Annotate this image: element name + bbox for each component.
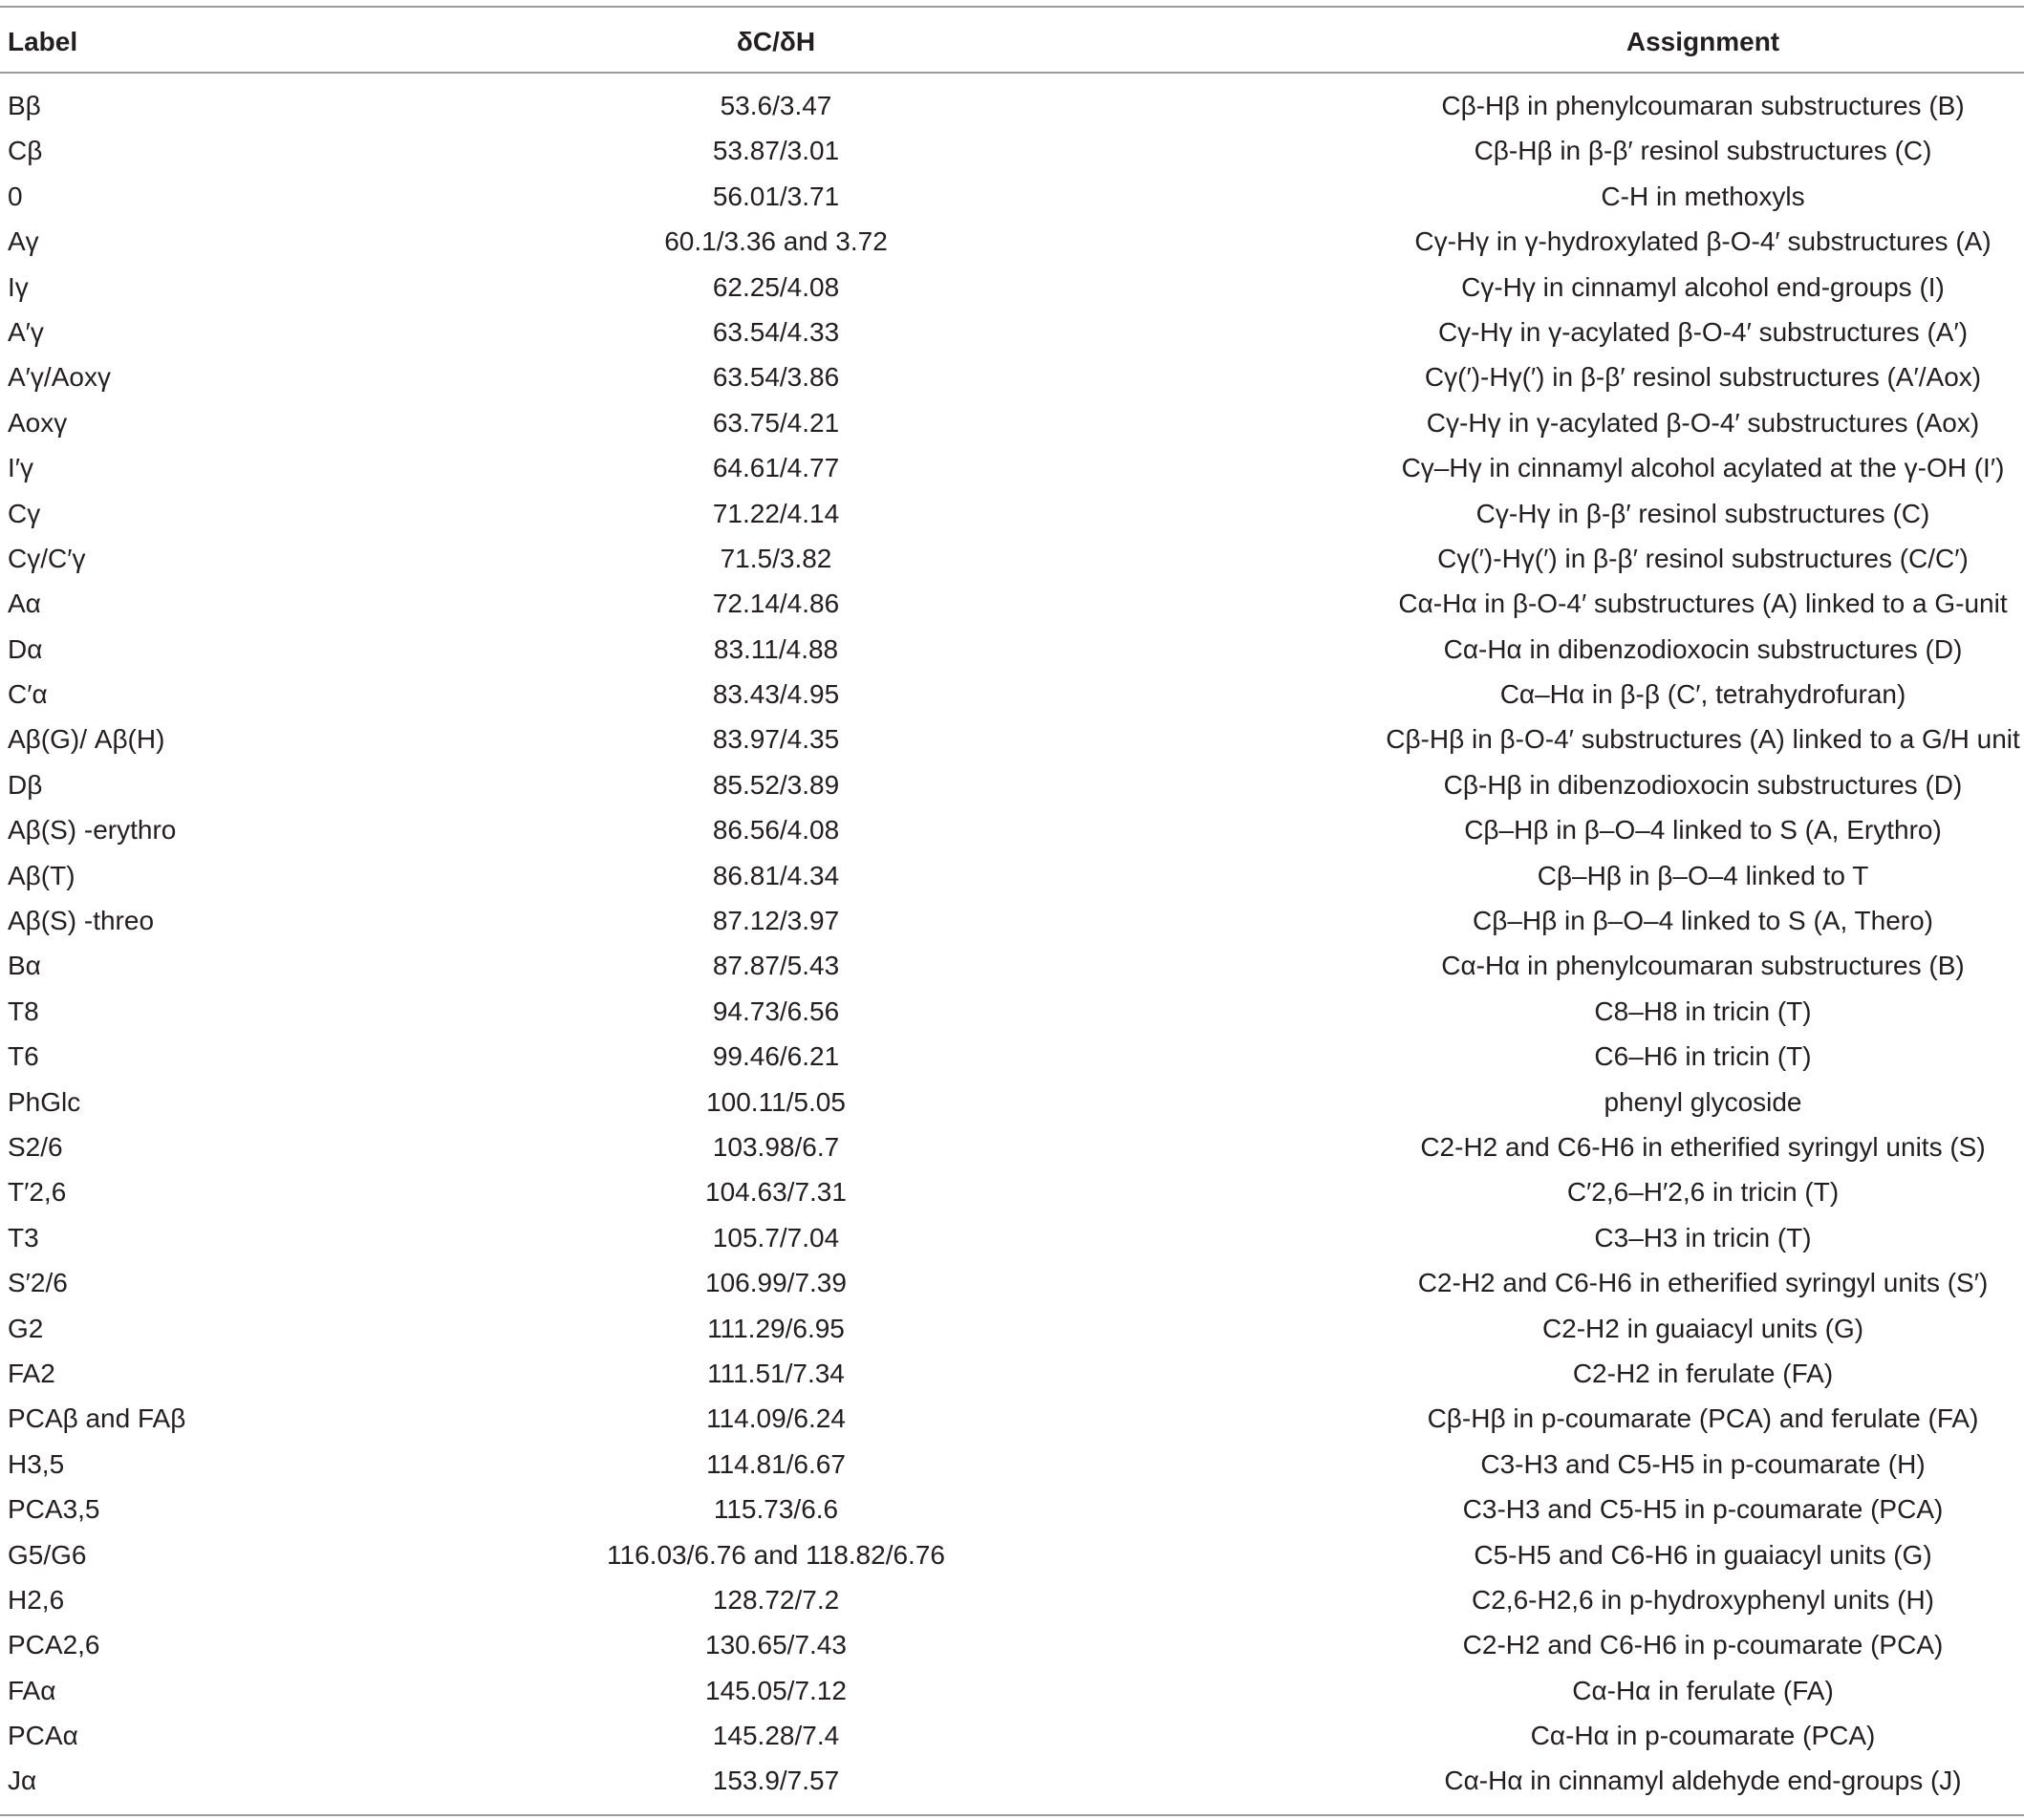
table-row: [0, 1175, 2024, 1220]
table-row: [0, 677, 2024, 722]
cell-label: A′γ: [8, 316, 44, 347]
cell-assignment: Cγ–Hγ in cinnamyl alcohol acylated at the γ-OH (I′): [1401, 453, 2005, 483]
cell-shift: 128.72/7.2: [712, 1584, 840, 1615]
cell-shift: 145.05/7.12: [705, 1675, 847, 1705]
table-row: [0, 1130, 2024, 1175]
cell-shift: 83.11/4.88: [713, 633, 839, 664]
cell-label: T3: [8, 1222, 39, 1253]
cell-label: Jα: [8, 1766, 37, 1796]
cell-assignment: Cα-Hα in cinnamyl aldehyde end-groups (J): [1444, 1766, 1962, 1796]
cell-assignment: Cα-Hα in β-O-4′ substructures (A) linked to a G-unit: [1398, 589, 2008, 619]
cell-label: Cγ/C′γ: [8, 543, 86, 573]
cell-assignment: Cγ(′)-Hγ(′) in β-β′ resinol substructures (C/C′): [1437, 543, 1969, 573]
cell-label: T8: [8, 996, 39, 1026]
cell-label: H3,5: [8, 1448, 65, 1479]
cell-label: Dβ: [8, 769, 43, 800]
table-bottom-rule: [0, 1814, 2024, 1816]
cell-label: T6: [8, 1041, 39, 1072]
cell-shift: 106.99/7.39: [705, 1268, 847, 1298]
cell-assignment: C2-H2 and C6-H6 in etherified syringyl units (S′): [1417, 1268, 1989, 1298]
table-row: [0, 315, 2024, 360]
table-header: [0, 8, 2024, 72]
table-row: [0, 632, 2024, 677]
table-row: [0, 1085, 2024, 1130]
cell-label: 0: [8, 181, 23, 211]
cell-shift: 53.87/3.01: [712, 136, 840, 166]
cell-shift: 63.75/4.21: [712, 407, 840, 438]
cell-assignment: C8–H8 in tricin (T): [1594, 996, 1812, 1026]
cell-label: FAα: [8, 1675, 56, 1705]
cell-label: PCAβ and FAβ: [8, 1403, 186, 1434]
header-assignment: Assignment: [1626, 27, 1780, 56]
cell-label: PCA2,6: [8, 1630, 100, 1660]
cell-assignment: Cβ–Hβ in β–O–4 linked to S (A, Thero): [1472, 906, 1934, 936]
cell-shift: 99.46/6.21: [712, 1041, 840, 1072]
table-row: [0, 859, 2024, 904]
cell-shift: 72.14/4.86: [712, 589, 840, 619]
cell-label: FA2: [8, 1358, 55, 1388]
cell-label: Cγ: [8, 498, 41, 528]
cell-shift: 104.63/7.31: [705, 1177, 847, 1208]
cell-label: Dα: [8, 633, 43, 664]
cell-assignment: C2-H2 and C6-H6 in etherified syringyl units (S): [1420, 1131, 1986, 1162]
table-row: [0, 497, 2024, 542]
cell-label: Aβ(T): [8, 860, 75, 890]
cell-shift: 100.11/5.05: [706, 1086, 846, 1117]
cell-label: Aoxγ: [8, 407, 68, 438]
table-row: [0, 225, 2024, 269]
cell-assignment: C2,6-H2,6 in p-hydroxyphenyl units (H): [1472, 1584, 1934, 1615]
cell-assignment: Cβ-Hβ in p-coumarate (PCA) and ferulate (FA): [1427, 1403, 1979, 1434]
table-row: [0, 270, 2024, 315]
table-row: [0, 1039, 2024, 1084]
cell-shift: 115.73/6.6: [713, 1494, 839, 1525]
cell-assignment: Cγ-Hγ in β-β′ resinol substructures (C): [1475, 498, 1930, 528]
cell-shift: 105.7/7.04: [712, 1222, 840, 1253]
cell-assignment: Cβ–Hβ in β–O–4 linked to T: [1537, 860, 1869, 890]
cell-shift: 56.01/3.71: [712, 181, 840, 211]
cell-label: Aβ(S) -threo: [8, 906, 155, 936]
cell-assignment: Cβ–Hβ in β–O–4 linked to S (A, Erythro): [1464, 815, 1942, 846]
cell-assignment: C3-H3 and C5-H5 in p-coumarate (PCA): [1462, 1494, 1944, 1525]
table-row: [0, 542, 2024, 587]
cell-shift: 83.97/4.35: [712, 724, 840, 755]
cell-label: Aβ(G)/ Aβ(H): [8, 724, 165, 755]
cell-shift: 114.09/6.24: [706, 1403, 846, 1434]
header-shift: δC/δH: [736, 27, 816, 56]
cell-shift: 86.81/4.34: [712, 860, 840, 890]
cell-shift: 71.22/4.14: [712, 498, 840, 528]
table-row: [0, 1266, 2024, 1311]
table-row: [0, 1674, 2024, 1719]
cell-shift: 103.98/6.7: [712, 1131, 840, 1162]
cell-label: H2,6: [8, 1584, 65, 1615]
table-row: [0, 451, 2024, 496]
cell-assignment: Cγ(′)-Hγ(′) in β-β′ resinol substructures (A′/Aox): [1424, 362, 1982, 393]
table-row: [0, 89, 2024, 134]
table-row: [0, 1447, 2024, 1492]
table-row: [0, 1492, 2024, 1537]
cell-shift: 145.28/7.4: [712, 1721, 840, 1751]
table-row: [0, 813, 2024, 858]
cell-label: PCA3,5: [8, 1494, 100, 1525]
cell-label: C′α: [8, 679, 48, 710]
table-row: [0, 1357, 2024, 1402]
table-row: [0, 587, 2024, 632]
cell-shift: 116.03/6.76 and 118.82/6.76: [607, 1539, 945, 1570]
cell-label: Aα: [8, 589, 41, 619]
table-row: [0, 1583, 2024, 1628]
cell-shift: 87.87/5.43: [712, 951, 840, 981]
table-row: [0, 360, 2024, 405]
cell-shift: 86.56/4.08: [712, 815, 840, 846]
cell-shift: 111.29/6.95: [707, 1313, 845, 1343]
cell-shift: 83.43/4.95: [712, 679, 840, 710]
cell-assignment: C3-H3 and C5-H5 in p-coumarate (H): [1480, 1448, 1926, 1479]
table-row: [0, 134, 2024, 179]
cell-shift: 64.61/4.77: [712, 453, 840, 483]
cell-shift: 114.81/6.67: [706, 1448, 846, 1479]
cell-assignment: Cγ-Hγ in γ-acylated β-O-4′ substructures (A′): [1437, 316, 1969, 347]
table-row: [0, 768, 2024, 813]
cell-assignment: Cβ-Hβ in phenylcoumaran substructures (B): [1441, 91, 1965, 120]
cell-label: PhGlc: [8, 1086, 81, 1117]
cell-label: PCAα: [8, 1721, 78, 1751]
cell-assignment: Cβ-Hβ in β-O-4′ substructures (A) linked to a G/H unit: [1386, 724, 2020, 755]
table-body: [0, 89, 2024, 1809]
table-row: [0, 722, 2024, 767]
cell-label: A′γ/Aoxγ: [8, 362, 111, 393]
cell-assignment: C2-H2 in ferulate (FA): [1572, 1358, 1834, 1388]
cell-assignment: phenyl glycoside: [1604, 1086, 1802, 1117]
cell-label: Aβ(S) -erythro: [8, 815, 177, 846]
table-header-rule: [0, 72, 2024, 74]
cell-assignment: Cα-Hα in p-coumarate (PCA): [1530, 1721, 1876, 1751]
table-row: [0, 406, 2024, 451]
cell-assignment: C3–H3 in tricin (T): [1594, 1222, 1812, 1253]
cell-assignment: Cβ-Hβ in β-β′ resinol substructures (C): [1474, 136, 1932, 166]
cell-shift: 60.1/3.36 and 3.72: [664, 226, 888, 257]
cell-assignment: C2-H2 in guaiacyl units (G): [1541, 1313, 1864, 1343]
table-row: [0, 904, 2024, 949]
cell-assignment: Cα-Hα in dibenzodioxocin substructures (D): [1443, 633, 1963, 664]
cell-label: Iγ: [8, 271, 29, 302]
cell-shift: 62.25/4.08: [712, 271, 840, 302]
cell-shift: 63.54/3.86: [712, 362, 840, 393]
cell-label: Aγ: [8, 226, 39, 257]
cell-label: S′2/6: [8, 1268, 68, 1298]
cell-shift: 63.54/4.33: [712, 316, 840, 347]
cell-label: Cβ: [8, 136, 43, 166]
cell-label: G2: [8, 1313, 44, 1343]
cell-assignment: C2-H2 and C6-H6 in p-coumarate (PCA): [1462, 1630, 1944, 1660]
cell-assignment: C-H in methoxyls: [1601, 181, 1805, 211]
cell-assignment: Cα-Hα in phenylcoumaran substructures (B): [1441, 951, 1965, 981]
table-row: [0, 1312, 2024, 1357]
cell-label: S2/6: [8, 1131, 63, 1162]
cell-shift: 94.73/6.56: [712, 996, 840, 1026]
cell-assignment: Cα-Hα in ferulate (FA): [1572, 1675, 1834, 1705]
table-row: [0, 1402, 2024, 1446]
table-row: [0, 1538, 2024, 1583]
cell-label: T′2,6: [8, 1177, 67, 1208]
table-row: [0, 1764, 2024, 1809]
cell-shift: 111.51/7.34: [707, 1358, 845, 1388]
cell-assignment: Cγ-Hγ in cinnamyl alcohol end-groups (I): [1461, 271, 1945, 302]
table-row: [0, 1719, 2024, 1764]
cell-shift: 130.65/7.43: [705, 1630, 847, 1660]
cell-label: G5/G6: [8, 1539, 87, 1570]
cell-assignment: Cβ-Hβ in dibenzodioxocin substructures (D): [1443, 769, 1963, 800]
cell-shift: 85.52/3.89: [712, 769, 840, 800]
cell-label: I′γ: [8, 453, 34, 483]
cell-assignment: C6–H6 in tricin (T): [1594, 1041, 1812, 1072]
cell-assignment: C′2,6–H′2,6 in tricin (T): [1566, 1177, 1840, 1208]
cell-assignment: C5-H5 and C6-H6 in guaiacyl units (G): [1474, 1539, 1932, 1570]
cell-label: Bα: [8, 951, 41, 981]
cell-assignment: Cα–Hα in β-β (C′, tetrahydrofuran): [1499, 679, 1906, 710]
table-row: [0, 1628, 2024, 1673]
table-row: [0, 995, 2024, 1039]
cell-assignment: Cγ-Hγ in γ-acylated β-O-4′ substructures (Aox): [1426, 407, 1980, 438]
cell-shift: 153.9/7.57: [712, 1766, 840, 1796]
table-row: [0, 180, 2024, 225]
table-row: [0, 949, 2024, 994]
cell-shift: 53.6/3.47: [720, 91, 832, 120]
cell-shift: 71.5/3.82: [720, 543, 832, 573]
cell-label: Bβ: [8, 91, 41, 120]
table-row: [0, 1221, 2024, 1266]
header-label: Label: [8, 27, 78, 56]
cell-shift: 87.12/3.97: [712, 906, 840, 936]
cell-assignment: Cγ-Hγ in γ-hydroxylated β-O-4′ substructures (A): [1414, 226, 1992, 257]
